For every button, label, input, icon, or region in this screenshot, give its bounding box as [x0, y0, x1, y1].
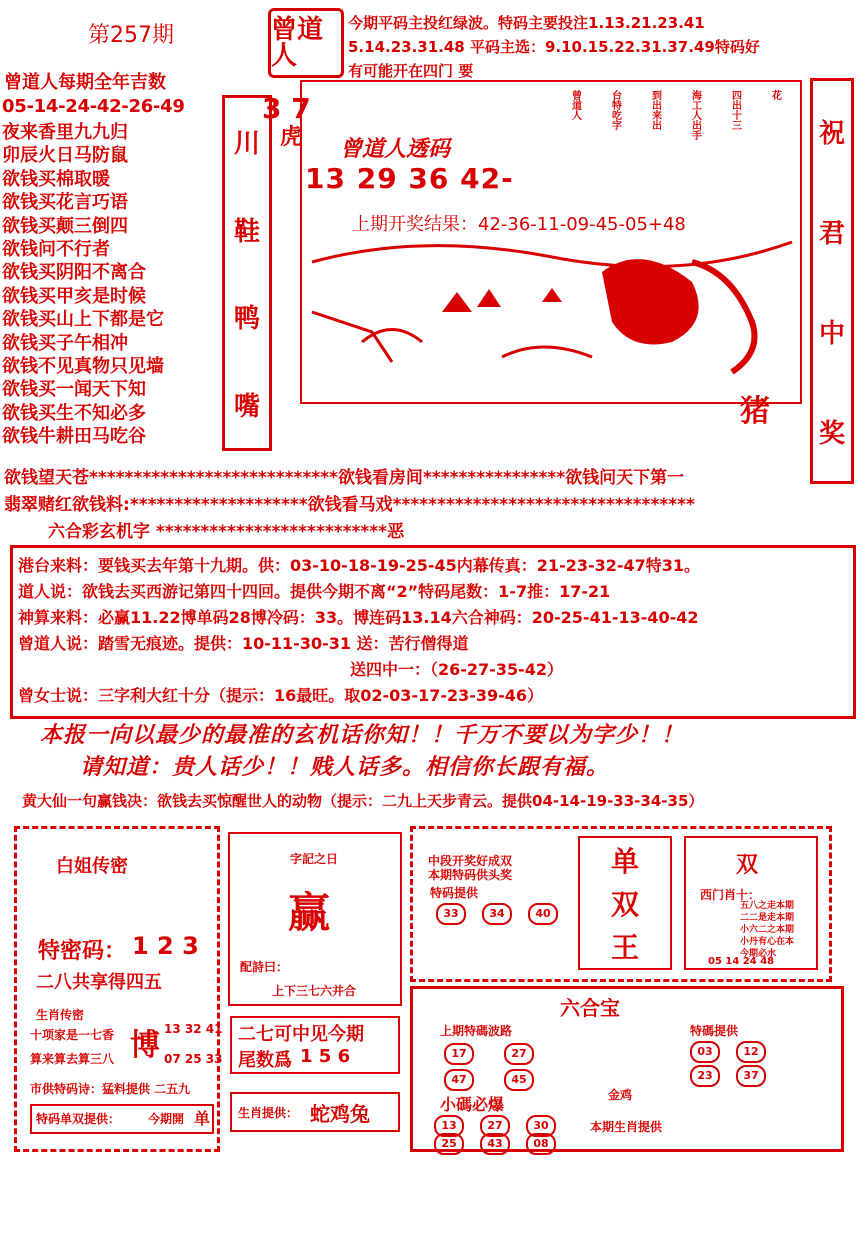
- rt-zodiac-line: 五八之走本期: [740, 901, 795, 911]
- tail-nums: 1 5 6: [300, 1046, 351, 1067]
- info-line: 道人说：欲钱去买西游记第四十四回。提供今期不离“2”特码尾数：1-7推：17-21: [18, 582, 611, 601]
- saying: 欲钱买棉取暖: [2, 168, 110, 190]
- rt-zodiac-lines: [740, 900, 794, 960]
- saying: 欲钱问不行者: [2, 239, 110, 261]
- saying: 欲钱买一闻天下知: [2, 379, 146, 401]
- right-sign: [810, 78, 854, 484]
- rb-small-num: 25: [434, 1133, 464, 1155]
- poem-label: 配詩曰：: [240, 960, 289, 974]
- banner-digits: 3 7: [262, 92, 311, 125]
- rb-small-label: 小碼必爆: [440, 1095, 505, 1114]
- rb-small-num: 13: [434, 1115, 464, 1137]
- slogan: 请知道：贵人话少！！贱人话多。相信你长跟有福。: [80, 755, 610, 780]
- brand-stamp: 曾道人: [268, 8, 344, 78]
- lucky-numbers: 05-14-24-42-26-49: [2, 96, 185, 117]
- sign-char: 中: [818, 318, 845, 349]
- sign-char: 奖: [818, 418, 845, 449]
- vertical-note: 台特吃字: [609, 90, 621, 130]
- rb-num: 17: [444, 1043, 474, 1065]
- vertical-char: 川: [233, 129, 260, 160]
- rt-zodiac-label: 西门肖十：: [700, 888, 761, 902]
- word-title: 字記之日: [290, 852, 339, 866]
- rt-num: 40: [528, 903, 558, 925]
- tiger-char: 虎: [280, 125, 303, 150]
- vertical-note: 四出十三: [729, 90, 741, 130]
- saying: 夜来香里九九归: [2, 122, 128, 143]
- rt-num-row: [436, 902, 574, 925]
- rb-left-row: [444, 1042, 550, 1065]
- rb-mid-label: 金鸡: [608, 1088, 633, 1102]
- vertical-panel: [222, 95, 272, 451]
- single-double-label: 特码单双提供：: [36, 1112, 121, 1126]
- banner-numbers: 13 29 36 42-: [305, 162, 514, 195]
- top-note-1: 今期平码主投红绿波。特码主要投注1.13.21.23.41: [348, 14, 705, 32]
- vertical-char: 嘴: [233, 391, 260, 422]
- vertical-char: 鸭: [233, 304, 260, 335]
- single-double-sub: 今期開: [148, 1112, 185, 1126]
- rt-num: 33: [436, 903, 466, 925]
- pig-char: 猪: [740, 394, 770, 429]
- saying: 欲钱牛耕田马吃谷: [2, 426, 146, 448]
- saying: 欲钱买颠三倒四: [2, 215, 128, 237]
- rb-right-num: 37: [736, 1065, 766, 1087]
- rt-zodiac-line: 今期必水: [740, 949, 777, 959]
- rb-right-num: 12: [736, 1041, 766, 1063]
- single-double-value: 单: [194, 1109, 211, 1128]
- rb-num: 45: [504, 1069, 534, 1091]
- special-label: 特密码：: [38, 939, 127, 964]
- big-char: 双: [610, 887, 639, 921]
- rb-small-num: 30: [526, 1115, 556, 1137]
- star-row: 欲钱望天苍****************************欲钱看房间****************欲钱问天下第一: [4, 468, 685, 488]
- info-line: 曾女士说：三字利大红十分（提示：16最旺。取02-03-17-23-39-46）: [18, 686, 544, 705]
- star-row: 翡翠赌红欲钱料:********************欲钱看马戏**********************************: [4, 495, 695, 515]
- rt-bottom-nums: 05 14 24 48: [708, 956, 775, 967]
- rb-small-num: 27: [480, 1115, 510, 1137]
- rb-right-row: [690, 1064, 782, 1087]
- rb-small-num: 08: [526, 1133, 556, 1155]
- info-line: 曾道人说：踏雪无痕迹。提供：10-11-30-31 送：苦行僧得道: [18, 634, 469, 653]
- nums-row: 13 32 41: [164, 1022, 223, 1036]
- rb-left-label: 上期特碼波路: [440, 1024, 513, 1038]
- big-char: 王: [610, 931, 639, 965]
- rb-right-num: 03: [690, 1041, 720, 1063]
- rb-small-row: [434, 1132, 572, 1155]
- star-left: 翡翠赌红欲钱料:: [4, 495, 130, 515]
- issue-number: 第257期: [88, 23, 174, 48]
- last-result: [352, 210, 686, 236]
- zodiac-label: 生肖传密: [36, 1008, 85, 1022]
- vertical-note: 到出来出: [649, 90, 661, 130]
- big-chars-box: [578, 836, 672, 970]
- saying-list: [2, 121, 164, 449]
- rt-line: 中段开奖好成双: [428, 854, 513, 868]
- banner-title: 曾道人透码: [340, 137, 451, 162]
- huang-daxian: 黄大仙一句赢钱决：欲钱去买惊醒世人的动物（提示：二九上天步青云。提供04-14-19-33-34-35）: [22, 792, 704, 810]
- star-mid: 欲钱看房间: [337, 468, 423, 488]
- zodiac-line: 算来算去算三八: [30, 1052, 115, 1066]
- slogan: 本报一向以最少的最准的玄机话你知！！千万不要以为字少！！: [40, 723, 685, 748]
- rb-right-row: [690, 1040, 782, 1063]
- rt-line: 本期特码供头奖: [428, 868, 513, 882]
- rb-num: 27: [504, 1043, 534, 1065]
- last-result-value: 42-36-11-09-45-05+48: [478, 214, 686, 235]
- last-result-label: 上期开奖结果：: [352, 214, 478, 235]
- nums-row: 07 25 33: [164, 1052, 223, 1066]
- white-title: 白姐传密: [56, 856, 128, 877]
- zodiac-value: 蛇鸡兔: [310, 1102, 370, 1126]
- saying: 欲钱不见真物只见墙: [2, 356, 164, 378]
- rb-footer: 本期生肖提供: [590, 1120, 663, 1134]
- saying: 欲钱买甲亥是时候: [2, 285, 146, 307]
- line1: 二七可中见今期: [238, 1024, 364, 1045]
- star-right: 欲钱问天下第一: [565, 468, 685, 488]
- saying: 欲钱买花言巧语: [2, 192, 128, 214]
- top-note-3: 有可能开在四门 要: [348, 62, 474, 80]
- zodiac-line: 十项家是一七香: [30, 1028, 115, 1042]
- vertical-note: 花: [769, 90, 781, 100]
- zodiac-label: 生肖提供：: [238, 1106, 299, 1120]
- rb-right-label: 特碼提供: [690, 1024, 739, 1038]
- rb-header: 六合宝: [560, 996, 620, 1020]
- rb-num: 47: [444, 1069, 474, 1091]
- big-right: 双: [736, 853, 759, 878]
- poem: 上下三七六并合: [272, 984, 357, 998]
- info-line: 港台来料：要钱买去年第十九期。供：03-10-18-19-25-45内幕传真：21-23-32-47特31。: [18, 556, 701, 575]
- star-row: 六合彩玄机字 **************************恶: [48, 522, 405, 542]
- big-char: 赢: [288, 888, 331, 937]
- lucky-heading: 曾道人每期全年吉数: [4, 72, 166, 93]
- rt-zodiac-line: 小六二之本期: [740, 925, 795, 935]
- vertical-note: 曾道人: [569, 90, 581, 120]
- rt-special-label: 特码提供: [430, 886, 479, 900]
- info-line: 送四中一：（26-27-35-42）: [350, 660, 563, 679]
- saying: 欲钱买阴阳不离合: [2, 262, 146, 284]
- big-char: 单: [610, 844, 639, 878]
- saying: 欲钱买子午相冲: [2, 332, 128, 354]
- star-left: 六合彩玄机字: [48, 522, 150, 542]
- special-nums: 1 2 3: [132, 932, 199, 960]
- star-mid: 恶: [387, 522, 405, 542]
- top-note-2: 5.14.23.31.48 平码主选：9.10.15.22.31.37.49特码好: [348, 38, 760, 56]
- phrase: 二八共享得四五: [36, 972, 162, 993]
- banner-vertical-notes: [555, 90, 795, 150]
- rt-zodiac-line: 小丹有心在本: [740, 937, 795, 947]
- saying: 卯辰火日马防鼠: [2, 145, 128, 167]
- sign-char: 君: [818, 218, 845, 249]
- rb-left-row: [444, 1068, 550, 1091]
- center-char: 博: [130, 1028, 160, 1063]
- bottom-line: 市供特码诗：猛料提供 二五九: [30, 1082, 191, 1096]
- vertical-char: 鞋: [233, 216, 260, 247]
- saying: 欲钱买山上下都是它: [2, 309, 164, 331]
- tail-label: 尾数爲: [238, 1050, 292, 1071]
- saying: 欲钱买生不知必多: [2, 402, 146, 424]
- rt-num: 34: [482, 903, 512, 925]
- rt-zodiac-line: 二二是走本期: [740, 913, 795, 923]
- rb-right-num: 23: [690, 1065, 720, 1087]
- star-left: 欲钱望天苍: [4, 468, 89, 488]
- rb-small-num: 43: [480, 1133, 510, 1155]
- vertical-note: 海工人出手: [689, 90, 701, 140]
- sign-char: 祝: [818, 118, 845, 149]
- star-mid: 欲钱看马戏: [307, 495, 393, 515]
- info-line: 神算来料：必赢11.22博单码28博冷码：33。博连码13.14六合神码：20-25-41-13-40-42: [18, 608, 699, 627]
